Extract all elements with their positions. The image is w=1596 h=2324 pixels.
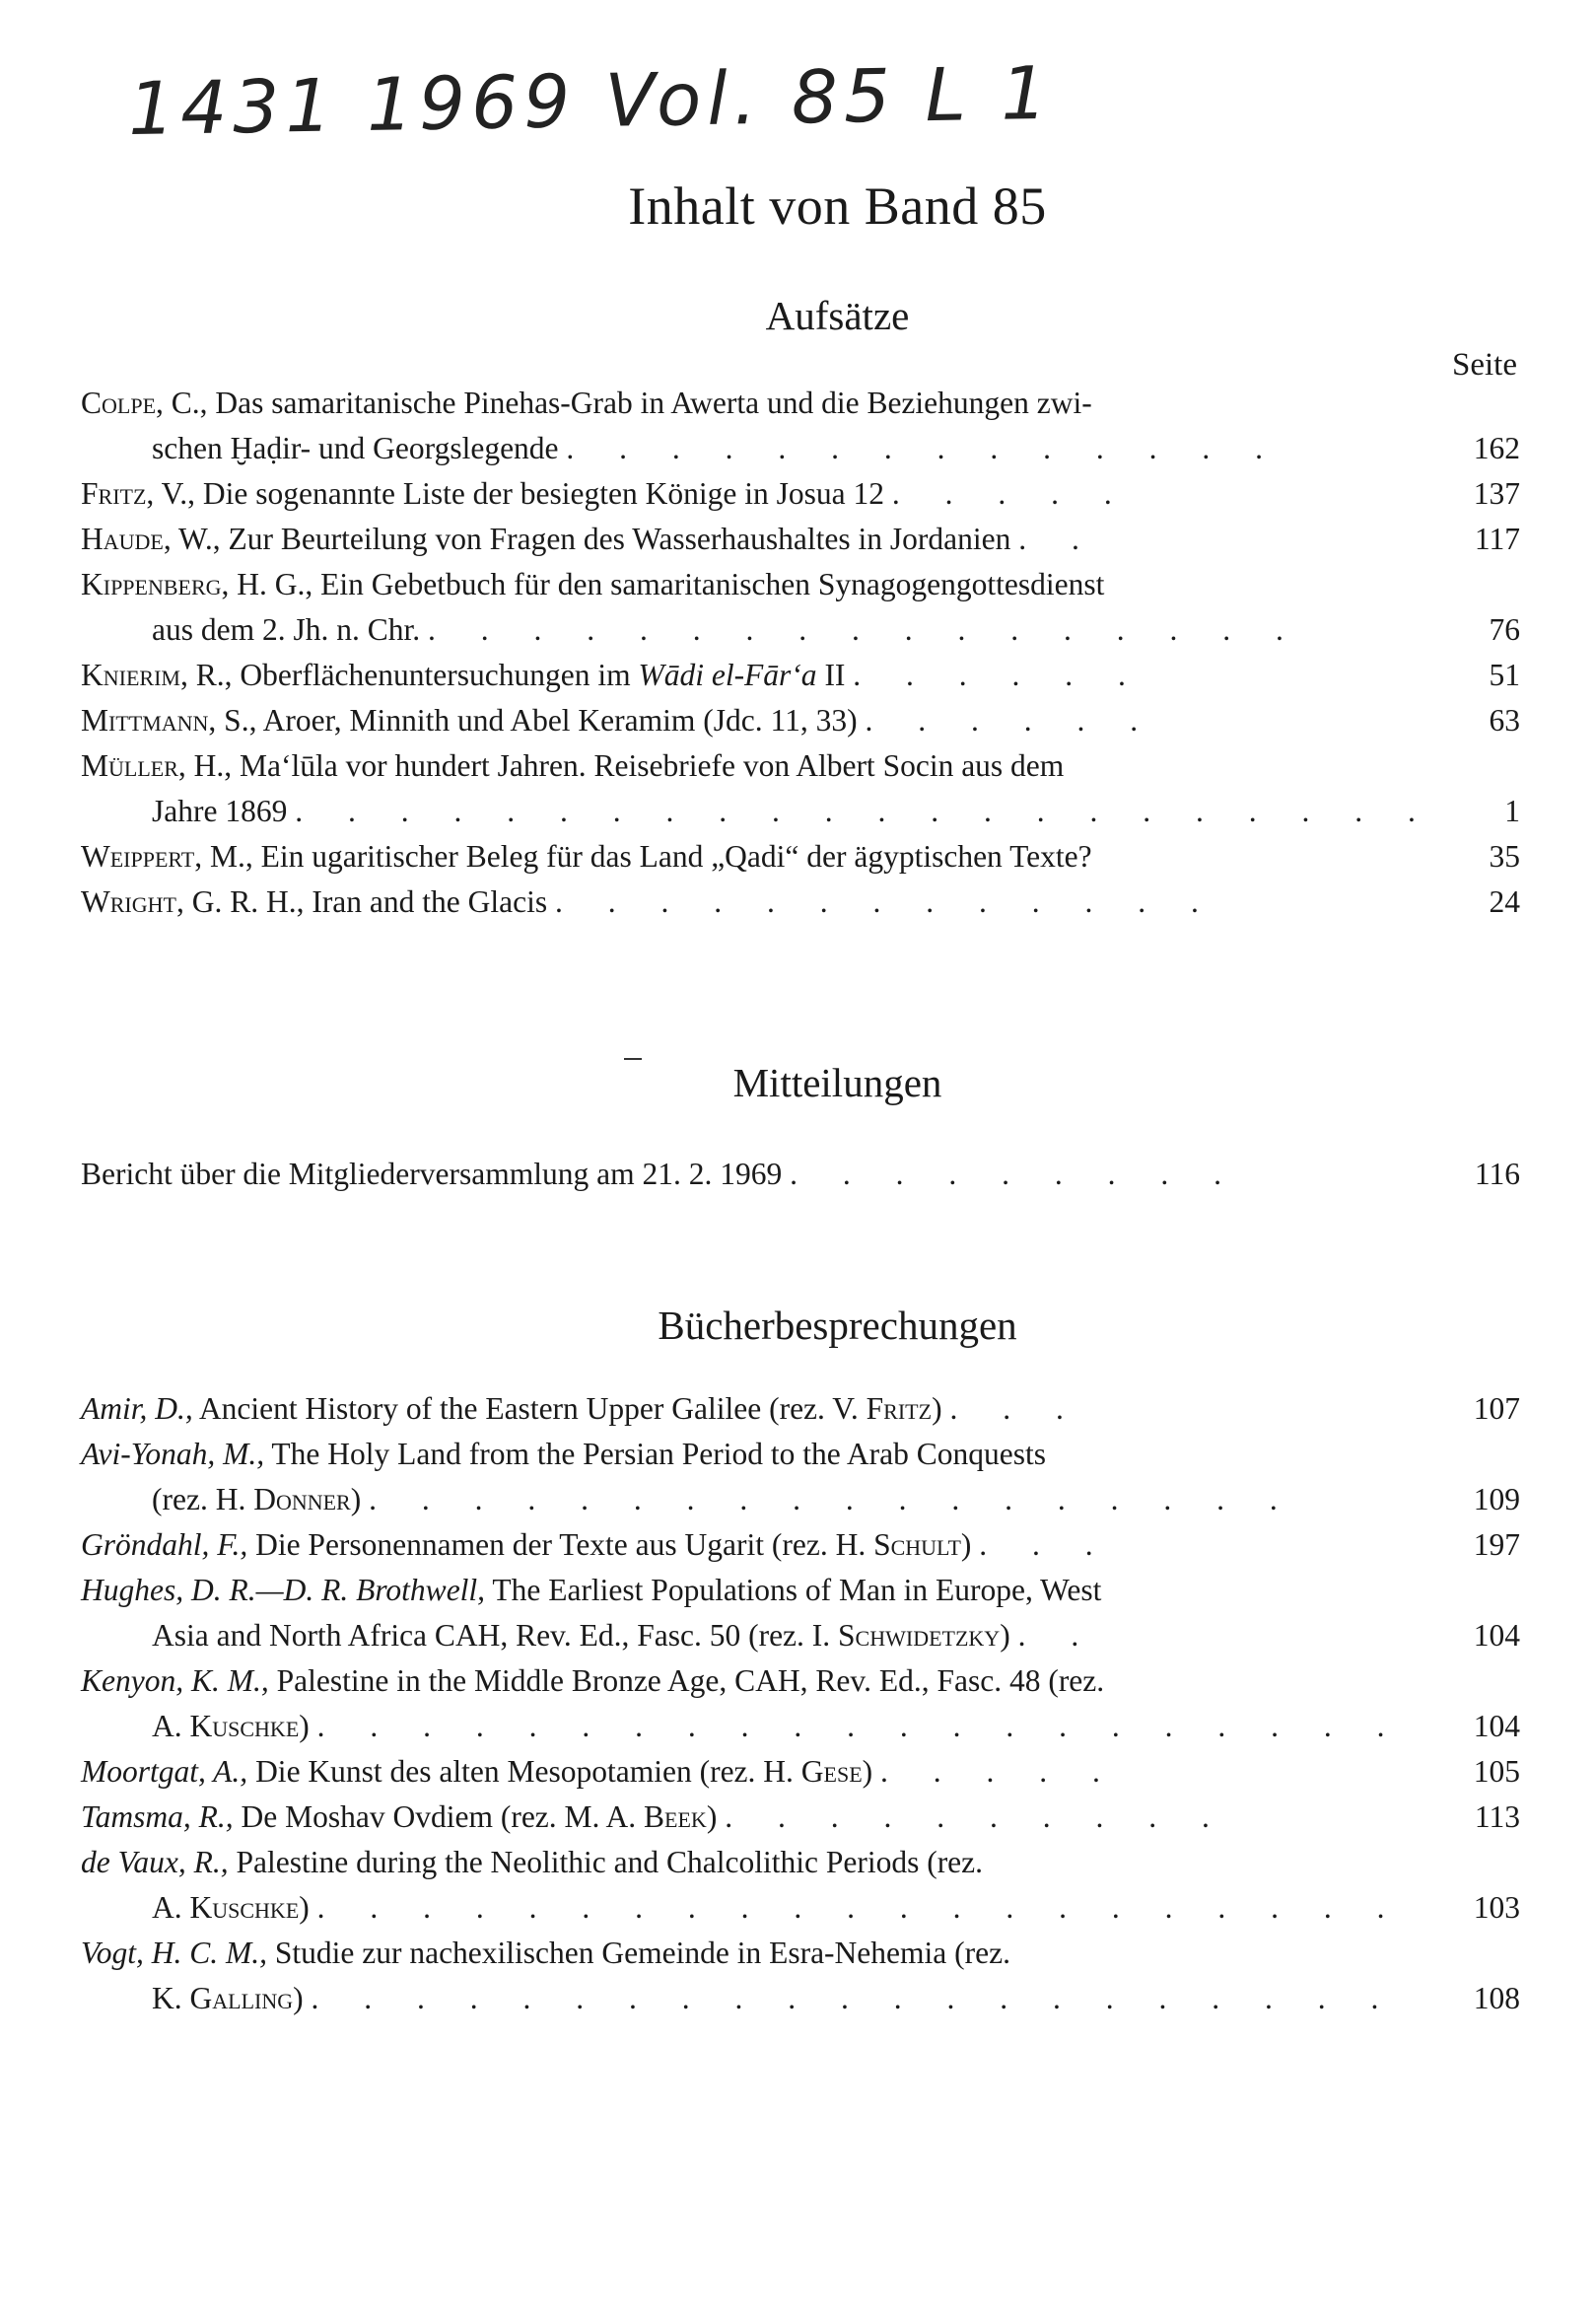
list-item: Mittmann, S., Aroer, Minnith und Abel Keramim (Jdc. 11, 33) . . . . . . 63 bbox=[81, 698, 1520, 743]
entry-title: Studie zur nachexilischen Gemeinde in Esra-Nehemia (rez. bbox=[267, 1936, 1010, 1970]
list-item: de Vaux, R., Palestine during the Neolithic and Chalcolithic Periods (rez. A. Kuschke) . . . . . . . . . . . . . . . . . . . . . 103 bbox=[81, 1840, 1520, 1931]
entry-page: 103 bbox=[1473, 1890, 1520, 1925]
entry-title: Zur Beurteilung von Fragen des Wasserhaushaltes in Jordanien bbox=[220, 522, 1011, 556]
entry-title-suffix: ) bbox=[299, 1709, 310, 1743]
entry-title-continuation: (rez. H. bbox=[152, 1482, 254, 1516]
section-title-aufsaetze: Aufsätze bbox=[765, 293, 910, 338]
entry-title-continuation: K. bbox=[152, 1981, 190, 2015]
entry-page: 107 bbox=[1473, 1391, 1520, 1426]
entry-reviewer: Beek bbox=[644, 1799, 707, 1834]
entry-page: 51 bbox=[1489, 658, 1520, 692]
entry-title: Ein ugaritischer Beleg für das Land „Qadi“ der ägyptischen Texte? bbox=[252, 839, 1092, 874]
entry-title: The Holy Land from the Persian Period to the Arab Conquests bbox=[264, 1437, 1047, 1471]
entry-title-suffix: ) bbox=[862, 1754, 873, 1789]
entry-author: Knierim, R., bbox=[81, 658, 233, 692]
list-item: Vogt, H. C. M., Studie zur nachexilischen Gemeinde in Esra-Nehemia (rez. K. Galling) . . . . . . . . . . . . . . . . . . . . . 108 bbox=[81, 1931, 1520, 2021]
entry-title-suffix: ) bbox=[350, 1482, 362, 1516]
entry-author: Vogt, H. C. M., bbox=[81, 1936, 267, 1970]
buecher-list bbox=[81, 1386, 1520, 2021]
entry-title: Ancient History of the Eastern Upper Galilee (rez. V. bbox=[192, 1391, 867, 1426]
entry-author: Colpe, C., bbox=[81, 386, 208, 420]
entry-title: Aroer, Minnith und Abel Keramim (Jdc. 11, 33) bbox=[256, 703, 858, 738]
list-item: Knierim, R., Oberflächenuntersuchungen im Wādi el-Fār‘a II . . . . . . 51 bbox=[81, 653, 1520, 698]
entry-page: 104 bbox=[1473, 1709, 1520, 1743]
list-item: Avi-Yonah, M., The Holy Land from the Persian Period to the Arab Conquests (rez. H. Donner) . . . . . . . . . . . . . . . . . . 109 bbox=[81, 1432, 1520, 1522]
entry-reviewer: Kuschke bbox=[189, 1890, 300, 1925]
entry-reviewer: Gese bbox=[800, 1754, 863, 1789]
list-item: Colpe, C., Das samaritanische Pinehas-Grab in Awerta und die Beziehungen zwi- schen Ḫaḍir- und Georgslegende . . . . . . . . . . . . . . 162 bbox=[81, 381, 1520, 471]
entry-page: 24 bbox=[1489, 884, 1520, 919]
entry-author: Wright, G. R. H., bbox=[81, 884, 305, 919]
entry-title-continuation: Jahre 1869 bbox=[152, 794, 288, 828]
entry-title-suffix: ) bbox=[293, 1981, 304, 2015]
entry-title-suffix: ) bbox=[960, 1527, 972, 1562]
entry-author: Tamsma, R., bbox=[81, 1799, 234, 1834]
entry-page: 109 bbox=[1473, 1482, 1520, 1516]
entry-title-suffix: ) bbox=[932, 1391, 942, 1426]
list-item: Wright, G. R. H., Iran and the Glacis . . . . . . . . . . . . . 24 bbox=[81, 880, 1520, 925]
entry-reviewer: Schwidetzky bbox=[838, 1618, 1001, 1653]
entry-title-suffix: ) bbox=[1000, 1618, 1010, 1653]
entry-title-continuation: Asia and North Africa CAH, Rev. Ed., Fasc. 50 (rez. I. bbox=[152, 1618, 839, 1653]
entry-page: 35 bbox=[1489, 839, 1520, 874]
entry-author: Moortgat, A., bbox=[81, 1754, 248, 1789]
entry-author: Amir, D., bbox=[81, 1391, 193, 1426]
page-title: Inhalt von Band 85 bbox=[628, 176, 1047, 236]
entry-title: Die sogenannte Liste der besiegten Könige in Josua 12 bbox=[195, 476, 884, 511]
entry-author: Weippert, M., bbox=[81, 839, 253, 874]
entry-reviewer: Galling bbox=[189, 1981, 294, 2015]
entry-reviewer: Fritz bbox=[866, 1391, 933, 1426]
entry-title: Oberflächenuntersuchungen im bbox=[232, 658, 639, 692]
entry-page: 108 bbox=[1473, 1981, 1520, 2015]
entry-title: Iran and the Glacis bbox=[304, 884, 548, 919]
mitteilungen-list bbox=[81, 1152, 1520, 1197]
entry-page: 137 bbox=[1473, 476, 1520, 511]
entry-page: 117 bbox=[1474, 522, 1520, 556]
page-column-header: Seite bbox=[1452, 347, 1517, 383]
entry-author: Haude, W., bbox=[81, 522, 221, 556]
entry-title-italic: Wādi el-Fār‘a bbox=[638, 658, 817, 692]
entry-title-suffix: ) bbox=[299, 1890, 310, 1925]
list-item: Hughes, D. R.—D. R. Brothwell, The Earliest Populations of Man in Europe, West Asia and North Africa CAH, Rev. Ed., Fasc. 50 (rez. I. Schwidetzky) . . 104 bbox=[81, 1568, 1520, 1658]
entry-reviewer: Kuschke bbox=[189, 1709, 300, 1743]
entry-author: Müller, H., bbox=[81, 748, 233, 783]
list-item: Fritz, V., Die sogenannte Liste der besiegten Könige in Josua 12 . . . . . 137 bbox=[81, 471, 1520, 517]
entry-page: 113 bbox=[1474, 1799, 1520, 1834]
entry-reviewer: Donner bbox=[253, 1482, 351, 1516]
entry-title: Ein Gebetbuch für den samaritanischen Synagogengottesdienst bbox=[312, 567, 1105, 601]
entry-page: 63 bbox=[1489, 703, 1520, 738]
entry-author: Gröndahl, F., bbox=[81, 1527, 248, 1562]
entry-page: 162 bbox=[1473, 431, 1520, 465]
entry-author: Fritz, V., bbox=[81, 476, 196, 511]
entry-title-suffix: II bbox=[816, 658, 846, 692]
list-item: Gröndahl, F., Die Personennamen der Texte aus Ugarit (rez. H. Schult) . . . 197 bbox=[81, 1522, 1520, 1568]
entry-title: Die Kunst des alten Mesopotamien (rez. H. bbox=[247, 1754, 801, 1789]
entry-title: Die Personennamen der Texte aus Ugarit (rez. H. bbox=[247, 1527, 874, 1562]
entry-reviewer: Schult bbox=[873, 1527, 961, 1562]
entry-author: de Vaux, R., bbox=[81, 1845, 229, 1879]
section-title-mitteilungen: Mitteilungen bbox=[732, 1060, 942, 1105]
aufsaetze-list bbox=[81, 381, 1520, 925]
entry-page: 105 bbox=[1473, 1754, 1520, 1789]
list-item: Müller, H., Ma‘lūla vor hundert Jahren. Reisebriefe von Albert Socin aus dem Jahre 1869 . . . . . . . . . . . . . . . . . . . . . . 1 bbox=[81, 743, 1520, 834]
list-item: Amir, D., Ancient History of the Eastern Upper Galilee (rez. V. Fritz) . . . 107 bbox=[81, 1386, 1520, 1432]
list-item: Tamsma, R., De Moshav Ovdiem (rez. M. A. Beek) . . . . . . . . . . 113 bbox=[81, 1795, 1520, 1840]
entry-author: Kippenberg, H. G., bbox=[81, 567, 313, 601]
entry-page: 116 bbox=[1474, 1157, 1520, 1191]
entry-page: 1 bbox=[1504, 794, 1520, 828]
entry-title: Ma‘lūla vor hundert Jahren. Reisebriefe von Albert Socin aus dem bbox=[232, 748, 1065, 783]
entry-title: De Moshav Ovdiem (rez. M. A. bbox=[233, 1799, 645, 1834]
entry-page: 76 bbox=[1489, 612, 1520, 647]
list-item bbox=[81, 834, 1520, 880]
section-title-buecherbesprechungen: Bücherbesprechungen bbox=[658, 1303, 1017, 1348]
list-item: Kippenberg, H. G., Ein Gebetbuch für den samaritanischen Synagogengottesdienst aus dem 2. Jh. n. Chr. . . . . . . . . . . . . . . . . . 76 bbox=[81, 562, 1520, 653]
entry-title: Bericht über die Mitgliederversammlung am 21. 2. 1969 bbox=[81, 1157, 783, 1191]
entry-title: The Earliest Populations of Man in Europe, West bbox=[485, 1573, 1102, 1607]
entry-page: 197 bbox=[1473, 1527, 1520, 1562]
entry-title: Palestine in the Middle Bronze Age, CAH, Rev. Ed., Fasc. 48 (rez. bbox=[268, 1663, 1105, 1698]
entry-title-continuation: A. bbox=[152, 1890, 190, 1925]
entry-title: Palestine during the Neolithic and Chalcolithic Periods (rez. bbox=[228, 1845, 984, 1879]
entry-page: 104 bbox=[1473, 1618, 1520, 1653]
entry-author: Kenyon, K. M., bbox=[81, 1663, 269, 1698]
entry-title: Das samaritanische Pinehas-Grab in Awerta und die Beziehungen zwi- bbox=[207, 386, 1092, 420]
entry-title-continuation: schen Ḫaḍir- und Georgslegende bbox=[152, 431, 559, 465]
entry-author: Avi-Yonah, M., bbox=[81, 1437, 265, 1471]
list-item: Moortgat, A., Die Kunst des alten Mesopotamien (rez. H. Gese) . . . . . 105 bbox=[81, 1749, 1520, 1795]
entry-title-suffix: ) bbox=[706, 1799, 718, 1834]
entry-author: Mittmann, S., bbox=[81, 703, 257, 738]
list-item: Haude, W., Zur Beurteilung von Fragen des Wasserhaushaltes in Jordanien . . 117 bbox=[81, 517, 1520, 562]
list-item: Bericht über die Mitgliederversammlung am 21. 2. 1969 . . . . . . . . . 116 bbox=[81, 1152, 1520, 1197]
list-item: Kenyon, K. M., Palestine in the Middle Bronze Age, CAH, Rev. Ed., Fasc. 48 (rez. A. Kuschke) . . . . . . . . . . . . . . . . . . . . . 104 bbox=[81, 1658, 1520, 1749]
handwritten-shelf-mark: 1431 1969 Vol. 85 L 1 bbox=[127, 50, 1055, 153]
entry-title-continuation: A. bbox=[152, 1709, 190, 1743]
entry-author: Hughes, D. R.—D. R. Brothwell, bbox=[81, 1573, 486, 1607]
entry-title-continuation: aus dem 2. Jh. n. Chr. bbox=[152, 612, 421, 647]
